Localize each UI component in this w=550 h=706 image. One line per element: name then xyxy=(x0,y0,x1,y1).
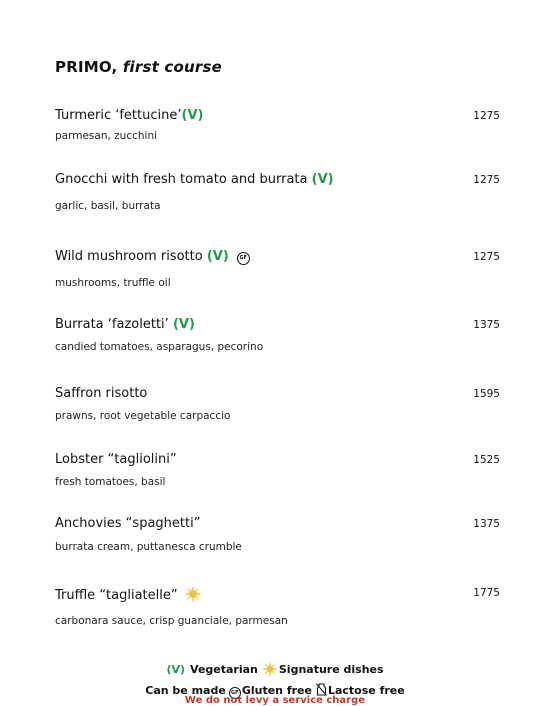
legend-gluten-free-label: Gluten free xyxy=(241,684,312,697)
vegetarian-mark: (V) xyxy=(172,317,195,332)
legend-lactose-free-label: Lactose free xyxy=(327,684,405,697)
item-price: 1275 xyxy=(473,174,500,186)
item-price: 1775 xyxy=(473,587,500,599)
item-description: prawns, root vegetable carpaccio xyxy=(55,410,231,422)
item-price: 1595 xyxy=(473,388,500,400)
item-price: 1375 xyxy=(473,518,500,530)
gluten-free-icon: GF xyxy=(229,687,241,699)
item-description: garlic, basil, burrata xyxy=(55,200,161,212)
item-name: Wild mushroom risotto xyxy=(55,249,203,264)
item-description: parmesan, zucchini xyxy=(55,130,158,142)
menu-item xyxy=(55,108,500,143)
signature-sun-icon xyxy=(262,661,278,680)
section-title xyxy=(55,58,222,76)
signature-sun-icon xyxy=(184,585,202,608)
item-price: 1375 xyxy=(473,319,500,331)
item-description: carbonara sauce, crisp guanciale, parmesan xyxy=(55,615,288,627)
item-price: 1275 xyxy=(473,251,500,263)
item-price: 1275 xyxy=(473,110,500,122)
item-price: 1525 xyxy=(473,454,500,466)
legend-signature-label: Signature dishes xyxy=(278,663,384,676)
item-description: burrata cream, puttanesca crumble xyxy=(55,541,242,553)
menu-item xyxy=(55,249,500,290)
menu-item xyxy=(55,585,500,628)
item-name: Anchovies “spaghetti” xyxy=(55,516,201,531)
section-title-main: PRIMO, xyxy=(55,58,118,76)
menu-item xyxy=(55,317,500,354)
menu-item xyxy=(55,172,500,213)
item-name: Turmeric ‘fettucine’ xyxy=(55,108,182,123)
legend-can-be-made: Can be made xyxy=(145,684,226,697)
vegetarian-mark: (V) xyxy=(206,249,229,264)
section-title-sub: first course xyxy=(122,58,222,76)
item-name: Burrata ‘fazoletti’ xyxy=(55,317,169,332)
item-description: mushrooms, truffle oil xyxy=(55,277,171,289)
item-description: candied tomatoes, asparagus, pecorino xyxy=(55,341,264,353)
menu-item xyxy=(55,516,500,554)
legend-row xyxy=(0,661,550,680)
menu-item xyxy=(55,386,500,423)
vegetarian-mark: (V) xyxy=(181,108,204,123)
service-charge-note: We do not levy a service charge xyxy=(184,695,366,706)
legend-vegetarian-mark: (V) xyxy=(166,663,186,676)
menu-item xyxy=(55,452,500,489)
legend-vegetarian-label: Vegetarian xyxy=(190,663,258,676)
item-name: Truffle “tagliatelle” xyxy=(55,588,178,603)
item-name: Saffron risotto xyxy=(55,386,148,401)
vegetarian-mark: (V) xyxy=(311,172,334,187)
item-name: Gnocchi with fresh tomato and burrata xyxy=(55,172,308,187)
gluten-free-icon: GF xyxy=(237,252,250,265)
item-name: Lobster “tagliolini” xyxy=(55,452,177,467)
item-description: fresh tomatoes, basil xyxy=(55,476,166,488)
